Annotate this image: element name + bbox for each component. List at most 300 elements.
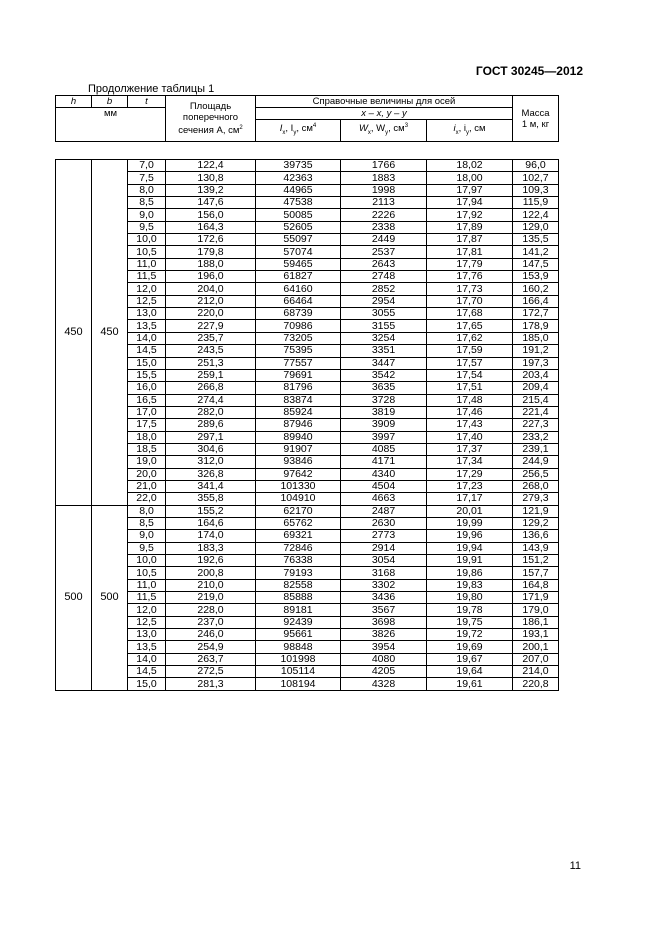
cell-t: 8,0 (128, 505, 166, 517)
cell-inertia: 98848 (256, 641, 341, 653)
cell-inertia: 85888 (256, 592, 341, 604)
cell-t: 14,0 (128, 332, 166, 344)
cell-mass: 244,9 (513, 456, 559, 468)
cell-inertia: 104910 (256, 493, 341, 505)
cell-t: 10,0 (128, 234, 166, 246)
cell-radius-gyration: 19,99 (427, 517, 513, 529)
cell-inertia: 83874 (256, 394, 341, 406)
cell-radius-gyration: 19,83 (427, 579, 513, 591)
table-row (56, 369, 559, 381)
cell-section-modulus: 4080 (341, 653, 427, 665)
cell-area: 174,0 (166, 530, 256, 542)
cell-inertia: 65762 (256, 517, 341, 529)
cell-section-modulus: 2773 (341, 530, 427, 542)
cell-area: 155,2 (166, 505, 256, 517)
cell-mass: 239,1 (513, 443, 559, 455)
cell-inertia: 97642 (256, 468, 341, 480)
cell-inertia: 64160 (256, 283, 341, 295)
col-units-mm: мм (56, 108, 166, 142)
cell-section-modulus: 3447 (341, 357, 427, 369)
table-row (56, 592, 559, 604)
cell-mass: 121,9 (513, 505, 559, 517)
cell-inertia: 101998 (256, 653, 341, 665)
cell-t: 12,5 (128, 295, 166, 307)
cell-section-modulus: 2113 (341, 197, 427, 209)
cell-radius-gyration: 17,79 (427, 258, 513, 270)
cell-mass: 151,2 (513, 555, 559, 567)
table-row (56, 234, 559, 246)
cell-t: 13,0 (128, 629, 166, 641)
cell-radius-gyration: 17,68 (427, 308, 513, 320)
cell-section-modulus: 4328 (341, 678, 427, 690)
cell-mass: 102,7 (513, 172, 559, 184)
cell-area: 192,6 (166, 555, 256, 567)
cell-radius-gyration: 19,94 (427, 542, 513, 554)
cell-section-modulus: 3954 (341, 641, 427, 653)
cell-section-modulus: 2226 (341, 209, 427, 221)
cell-radius-gyration: 19,91 (427, 555, 513, 567)
cell-mass: 115,9 (513, 197, 559, 209)
col-t: t (128, 96, 166, 108)
cell-inertia: 79691 (256, 369, 341, 381)
cell-t: 11,0 (128, 258, 166, 270)
cell-mass: 179,0 (513, 604, 559, 616)
cell-inertia: 93846 (256, 456, 341, 468)
cell-inertia: 66464 (256, 295, 341, 307)
table-row (56, 283, 559, 295)
cell-radius-gyration: 19,61 (427, 678, 513, 690)
cell-radius-gyration: 19,86 (427, 567, 513, 579)
cell-area: 235,7 (166, 332, 256, 344)
cell-inertia: 68739 (256, 308, 341, 320)
cell-t: 17,0 (128, 406, 166, 418)
cell-area: 130,8 (166, 172, 256, 184)
cell-section-modulus: 3436 (341, 592, 427, 604)
cell-inertia: 77557 (256, 357, 341, 369)
table-row (56, 629, 559, 641)
cell-area: 139,2 (166, 184, 256, 196)
table-row (56, 382, 559, 394)
cell-mass: 178,9 (513, 320, 559, 332)
cell-t: 22,0 (128, 493, 166, 505)
cell-section-modulus: 3909 (341, 419, 427, 431)
cell-section-modulus: 3819 (341, 406, 427, 418)
cell-area: 210,0 (166, 579, 256, 591)
cell-mass: 122,4 (513, 209, 559, 221)
page-number: 11 (569, 860, 581, 872)
cell-t: 9,5 (128, 542, 166, 554)
cell-radius-gyration: 17,70 (427, 295, 513, 307)
cell-section-modulus: 2630 (341, 517, 427, 529)
group-b: 450 (92, 160, 128, 506)
cell-radius-gyration: 19,75 (427, 616, 513, 628)
cell-radius-gyration: 17,65 (427, 320, 513, 332)
table-row (56, 295, 559, 307)
cell-inertia: 82558 (256, 579, 341, 591)
cell-section-modulus: 3635 (341, 382, 427, 394)
cell-section-modulus: 3698 (341, 616, 427, 628)
cell-radius-gyration: 17,76 (427, 271, 513, 283)
table-caption: Продолжение таблицы 1 (88, 83, 215, 95)
table-header (55, 95, 559, 142)
table-row (56, 493, 559, 505)
cell-radius-gyration: 17,87 (427, 234, 513, 246)
cell-section-modulus: 2338 (341, 221, 427, 233)
cell-area: 188,0 (166, 258, 256, 270)
cell-inertia: 89181 (256, 604, 341, 616)
cell-t: 19,0 (128, 456, 166, 468)
cell-t: 13,5 (128, 641, 166, 653)
cell-area: 281,3 (166, 678, 256, 690)
cell-radius-gyration: 18,00 (427, 172, 513, 184)
cell-section-modulus: 2487 (341, 505, 427, 517)
cell-radius-gyration: 17,29 (427, 468, 513, 480)
cell-mass: 193,1 (513, 629, 559, 641)
cell-radius-gyration: 17,92 (427, 209, 513, 221)
cell-mass: 143,9 (513, 542, 559, 554)
cell-inertia: 55097 (256, 234, 341, 246)
document-standard-id: ГОСТ 30245—2012 (475, 64, 583, 78)
cell-t: 18,5 (128, 443, 166, 455)
cell-t: 14,0 (128, 653, 166, 665)
table-row (56, 567, 559, 579)
cell-section-modulus: 4171 (341, 456, 427, 468)
cell-mass: 141,2 (513, 246, 559, 258)
cell-mass: 200,1 (513, 641, 559, 653)
cell-radius-gyration: 19,78 (427, 604, 513, 616)
table-row (56, 345, 559, 357)
cell-section-modulus: 3826 (341, 629, 427, 641)
table-row (56, 468, 559, 480)
cell-inertia: 101330 (256, 480, 341, 492)
cell-t: 10,5 (128, 567, 166, 579)
table-row (56, 357, 559, 369)
cell-t: 13,0 (128, 308, 166, 320)
cell-inertia: 105114 (256, 666, 341, 678)
cell-radius-gyration: 17,89 (427, 221, 513, 233)
table-row (56, 320, 559, 332)
cell-area: 272,5 (166, 666, 256, 678)
cell-mass: 136,6 (513, 530, 559, 542)
cell-radius-gyration: 19,67 (427, 653, 513, 665)
cell-radius-gyration: 19,80 (427, 592, 513, 604)
cell-radius-gyration: 17,51 (427, 382, 513, 394)
cell-mass: 153,9 (513, 271, 559, 283)
cell-section-modulus: 2537 (341, 246, 427, 258)
table-row (56, 394, 559, 406)
cell-inertia: 89940 (256, 431, 341, 443)
cell-area: 122,4 (166, 160, 256, 172)
cell-inertia: 39735 (256, 160, 341, 172)
cell-inertia: 42363 (256, 172, 341, 184)
table-row (56, 271, 559, 283)
cell-area: 243,5 (166, 345, 256, 357)
cell-area: 172,6 (166, 234, 256, 246)
cell-radius-gyration: 17,48 (427, 394, 513, 406)
table-row (56, 172, 559, 184)
group-h: 500 (56, 505, 92, 690)
cell-section-modulus: 3351 (341, 345, 427, 357)
table-row (56, 406, 559, 418)
cell-t: 7,0 (128, 160, 166, 172)
cell-mass: 203,4 (513, 369, 559, 381)
cell-area: 183,3 (166, 542, 256, 554)
cell-inertia: 92439 (256, 616, 341, 628)
cell-mass: 220,8 (513, 678, 559, 690)
cell-radius-gyration: 17,57 (427, 357, 513, 369)
cell-section-modulus: 1998 (341, 184, 427, 196)
cell-t: 15,0 (128, 678, 166, 690)
cell-mass: 157,7 (513, 567, 559, 579)
cell-area: 147,6 (166, 197, 256, 209)
cell-area: 220,0 (166, 308, 256, 320)
cell-t: 14,5 (128, 666, 166, 678)
cell-section-modulus: 3155 (341, 320, 427, 332)
cell-section-modulus: 4663 (341, 493, 427, 505)
cell-section-modulus: 4205 (341, 666, 427, 678)
cell-t: 10,5 (128, 246, 166, 258)
cell-mass: 233,2 (513, 431, 559, 443)
cell-inertia: 79193 (256, 567, 341, 579)
cell-radius-gyration: 17,73 (427, 283, 513, 295)
cell-area: 312,0 (166, 456, 256, 468)
cell-t: 12,0 (128, 604, 166, 616)
cell-radius-gyration: 17,40 (427, 431, 513, 443)
cell-mass: 172,7 (513, 308, 559, 320)
cell-inertia: 76338 (256, 555, 341, 567)
table-row (56, 431, 559, 443)
cell-mass: 166,4 (513, 295, 559, 307)
table-row (56, 666, 559, 678)
table-row (56, 480, 559, 492)
table-row (56, 641, 559, 653)
cell-radius-gyration: 19,69 (427, 641, 513, 653)
col-reference-values: Справочные величины для осей (256, 96, 513, 108)
cell-inertia: 62170 (256, 505, 341, 517)
cell-radius-gyration: 17,37 (427, 443, 513, 455)
cell-t: 16,5 (128, 394, 166, 406)
cell-inertia: 108194 (256, 678, 341, 690)
cell-area: 227,9 (166, 320, 256, 332)
table-row (56, 184, 559, 196)
cell-t: 18,0 (128, 431, 166, 443)
table-row (56, 616, 559, 628)
cell-mass: 215,4 (513, 394, 559, 406)
table-row (56, 579, 559, 591)
data-table (55, 159, 559, 691)
cell-t: 9,0 (128, 209, 166, 221)
cell-t: 14,5 (128, 345, 166, 357)
table-row (56, 197, 559, 209)
table-row (56, 443, 559, 455)
cell-radius-gyration: 17,94 (427, 197, 513, 209)
cell-inertia: 73205 (256, 332, 341, 344)
cell-area: 212,0 (166, 295, 256, 307)
cell-mass: 164,8 (513, 579, 559, 591)
cell-t: 8,5 (128, 517, 166, 529)
cell-mass: 221,4 (513, 406, 559, 418)
cell-t: 10,0 (128, 555, 166, 567)
table-row (56, 221, 559, 233)
cell-inertia: 87946 (256, 419, 341, 431)
cell-radius-gyration: 17,23 (427, 480, 513, 492)
cell-mass: 185,0 (513, 332, 559, 344)
cell-area: 259,1 (166, 369, 256, 381)
cell-section-modulus: 3542 (341, 369, 427, 381)
cell-section-modulus: 2748 (341, 271, 427, 283)
table-row (56, 555, 559, 567)
cell-area: 304,6 (166, 443, 256, 455)
cell-section-modulus: 2643 (341, 258, 427, 270)
cell-area: 196,0 (166, 271, 256, 283)
cell-inertia: 70986 (256, 320, 341, 332)
cell-section-modulus: 4085 (341, 443, 427, 455)
cell-mass: 171,9 (513, 592, 559, 604)
cell-area: 355,8 (166, 493, 256, 505)
cell-area: 156,0 (166, 209, 256, 221)
cell-t: 12,0 (128, 283, 166, 295)
cell-mass: 96,0 (513, 160, 559, 172)
cell-t: 11,0 (128, 579, 166, 591)
cell-area: 219,0 (166, 592, 256, 604)
cell-inertia: 69321 (256, 530, 341, 542)
cell-area: 263,7 (166, 653, 256, 665)
cell-t: 13,5 (128, 320, 166, 332)
cell-mass: 191,2 (513, 345, 559, 357)
cell-area: 282,0 (166, 406, 256, 418)
cell-mass: 147,5 (513, 258, 559, 270)
cell-t: 9,0 (128, 530, 166, 542)
col-area: Площадь поперечного сечения A, $см^2$ (166, 96, 256, 142)
table-row (56, 505, 559, 517)
cell-section-modulus: 3168 (341, 567, 427, 579)
cell-section-modulus: 1766 (341, 160, 427, 172)
cell-radius-gyration: 17,54 (427, 369, 513, 381)
cell-t: 8,0 (128, 184, 166, 196)
cell-section-modulus: 4340 (341, 468, 427, 480)
cell-radius-gyration: 19,96 (427, 530, 513, 542)
cell-radius-gyration: 17,34 (427, 456, 513, 468)
cell-inertia: 50085 (256, 209, 341, 221)
cell-radius-gyration: 17,59 (427, 345, 513, 357)
cell-inertia: 75395 (256, 345, 341, 357)
cell-t: 15,5 (128, 369, 166, 381)
col-radius-gyration: $i_x$, $i_y$, см (427, 120, 513, 142)
cell-area: 237,0 (166, 616, 256, 628)
cell-mass: 129,0 (513, 221, 559, 233)
cell-mass: 129,2 (513, 517, 559, 529)
cell-t: 20,0 (128, 468, 166, 480)
group-b: 500 (92, 505, 128, 690)
cell-mass: 268,0 (513, 480, 559, 492)
cell-radius-gyration: 17,43 (427, 419, 513, 431)
cell-area: 297,1 (166, 431, 256, 443)
group-h: 450 (56, 160, 92, 506)
cell-radius-gyration: 17,97 (427, 184, 513, 196)
cell-mass: 207,0 (513, 653, 559, 665)
cell-area: 200,8 (166, 567, 256, 579)
table-row (56, 209, 559, 221)
cell-area: 289,6 (166, 419, 256, 431)
cell-area: 228,0 (166, 604, 256, 616)
table-row (56, 517, 559, 529)
cell-t: 16,0 (128, 382, 166, 394)
cell-inertia: 57074 (256, 246, 341, 258)
cell-area: 341,4 (166, 480, 256, 492)
cell-mass: 214,0 (513, 666, 559, 678)
cell-section-modulus: 3254 (341, 332, 427, 344)
col-b: b (92, 96, 128, 108)
cell-area: 274,4 (166, 394, 256, 406)
cell-inertia: 85924 (256, 406, 341, 418)
cell-mass: 160,2 (513, 283, 559, 295)
cell-t: 12,5 (128, 616, 166, 628)
table-row (56, 604, 559, 616)
cell-inertia: 52605 (256, 221, 341, 233)
table-row (56, 160, 559, 172)
cell-t: 9,5 (128, 221, 166, 233)
col-mass: Масса 1 м, кг (513, 96, 559, 142)
cell-section-modulus: 3054 (341, 555, 427, 567)
cell-mass: 186,1 (513, 616, 559, 628)
col-h: h (56, 96, 92, 108)
cell-area: 326,8 (166, 468, 256, 480)
table-row (56, 258, 559, 270)
cell-area: 266,8 (166, 382, 256, 394)
cell-radius-gyration: 19,64 (427, 666, 513, 678)
table-row (56, 653, 559, 665)
cell-inertia: 47538 (256, 197, 341, 209)
cell-t: 11,5 (128, 271, 166, 283)
cell-section-modulus: 2449 (341, 234, 427, 246)
cell-section-modulus: 2954 (341, 295, 427, 307)
cell-mass: 135,5 (513, 234, 559, 246)
col-axes: x – x, y – y (256, 108, 513, 120)
cell-area: 164,6 (166, 517, 256, 529)
cell-inertia: 44965 (256, 184, 341, 196)
cell-area: 164,3 (166, 221, 256, 233)
cell-section-modulus: 3302 (341, 579, 427, 591)
cell-t: 17,5 (128, 419, 166, 431)
cell-t: 11,5 (128, 592, 166, 604)
cell-mass: 209,4 (513, 382, 559, 394)
cell-radius-gyration: 18,02 (427, 160, 513, 172)
cell-inertia: 61827 (256, 271, 341, 283)
cell-t: 8,5 (128, 197, 166, 209)
table-row (56, 246, 559, 258)
cell-mass: 256,5 (513, 468, 559, 480)
cell-area: 204,0 (166, 283, 256, 295)
cell-section-modulus: 3567 (341, 604, 427, 616)
cell-radius-gyration: 20,01 (427, 505, 513, 517)
cell-area: 179,8 (166, 246, 256, 258)
cell-section-modulus: 3997 (341, 431, 427, 443)
cell-t: 7,5 (128, 172, 166, 184)
cell-mass: 109,3 (513, 184, 559, 196)
cell-radius-gyration: 19,72 (427, 629, 513, 641)
cell-t: 21,0 (128, 480, 166, 492)
cell-section-modulus: 4504 (341, 480, 427, 492)
col-inertia: $I_x$, $I_y$, $см^4$ (256, 120, 341, 142)
cell-section-modulus: 2852 (341, 283, 427, 295)
cell-inertia: 59465 (256, 258, 341, 270)
table-row (56, 456, 559, 468)
table-row (56, 308, 559, 320)
cell-section-modulus: 1883 (341, 172, 427, 184)
cell-t: 15,0 (128, 357, 166, 369)
cell-radius-gyration: 17,46 (427, 406, 513, 418)
table-row (56, 678, 559, 690)
